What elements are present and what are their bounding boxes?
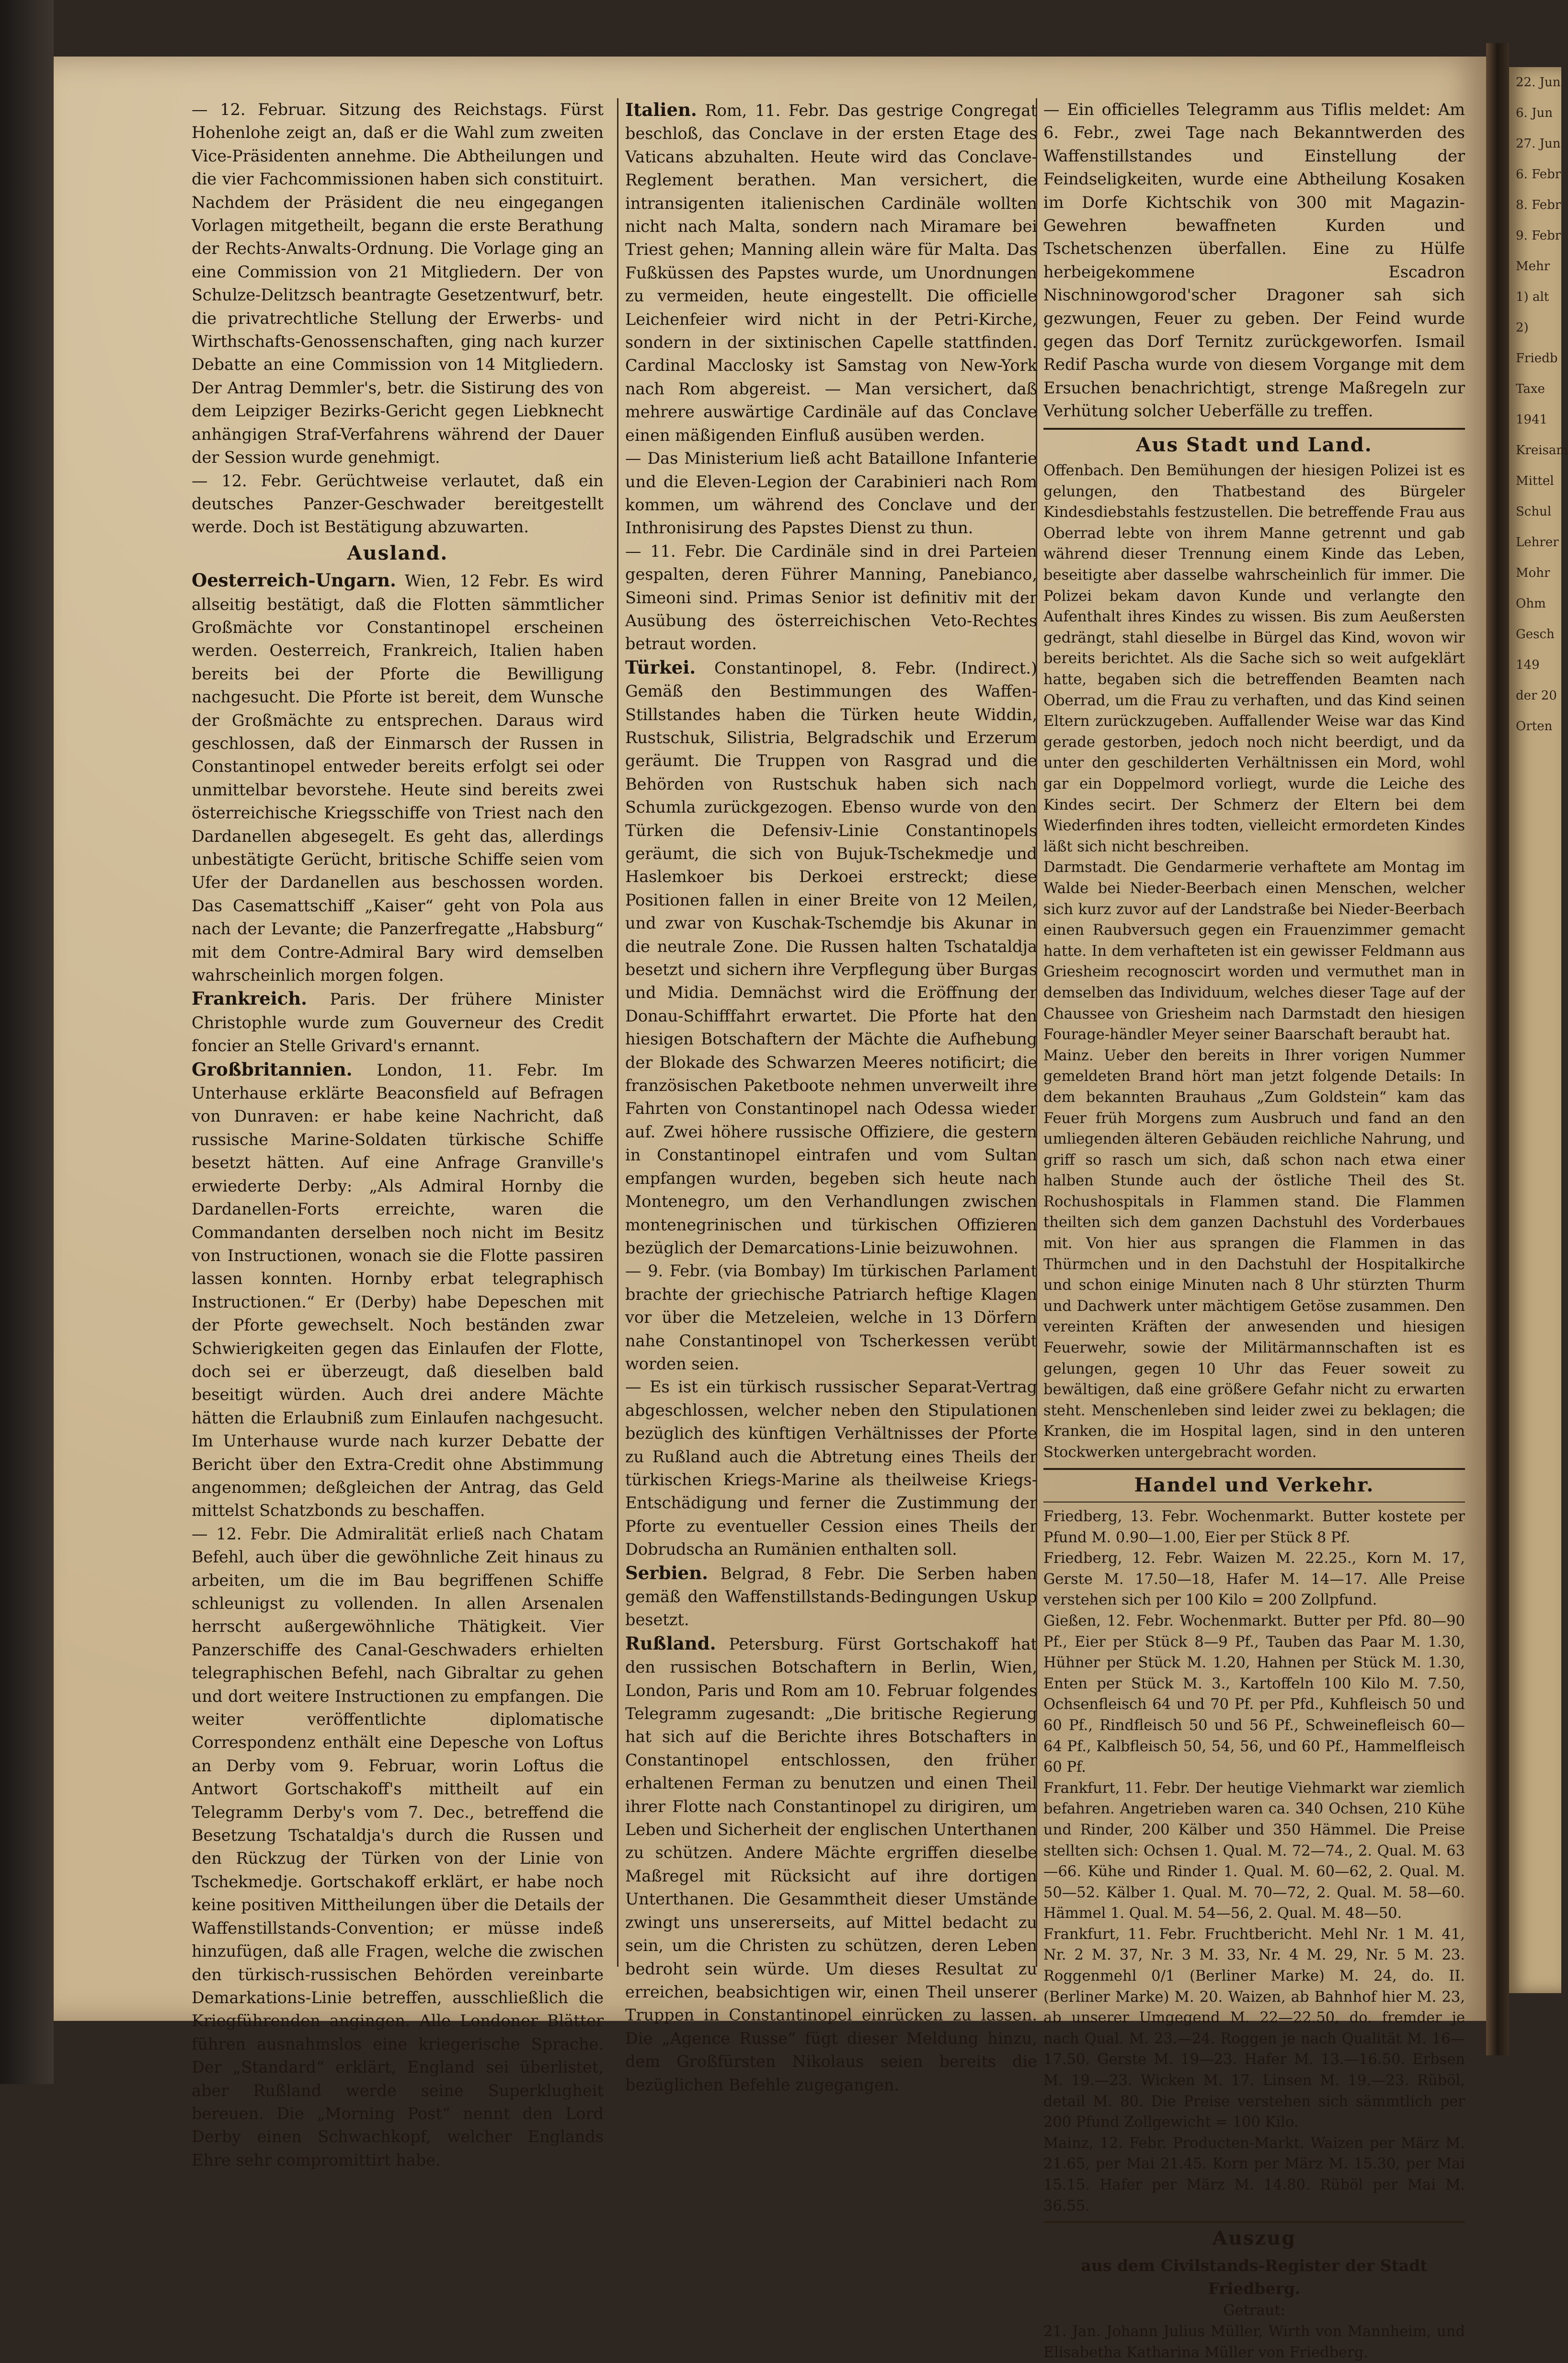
text-italien: Rom, 11. Febr. Das gestrige Congregat beschloß, das Conclave in der ersten Etage des Vaticans abzuhalten. Heute wird das Conclave-Reglement berathen. Man versichert, die intransigenten italienischen Cardinäle wollten nicht nach Malta, sondern nach Miramare bei Triest gehen; Manning allein wäre für Malta. Das Fußküssen des Papstes wurde, um Unordnungen zu vermeiden, heute eingestellt. Die officielle Leichenfeier wird nicht in der Petri-Kirche, sondern in der sixtinischen Capelle stattfinden. Cardinal Macclosky ist Samstag von New-York nach Rom abgereist. — Man versichert, daß mehrere auswärtige Cardinäle auf das Conclave einen mäßigenden Einfluß ausüben werden.	[625, 101, 1037, 445]
next-page-line: 2)	[1516, 321, 1529, 335]
next-page-line: 27. Jun	[1516, 137, 1561, 151]
next-page-line: der 20	[1516, 688, 1557, 703]
article-russland	[625, 1632, 1037, 2097]
article-frankreich	[192, 987, 604, 1057]
article-tuerkei	[625, 656, 1037, 1260]
tuerkei-paragraph-2: — 9. Febr. (via Bombay) Im türkischen Parlament brachte der griechische Patriarch heftige Klagen vor über die Metzeleien, welche in 13 Dörfern nahe Constantinopel von Tscherkessen verübt worden seien.	[625, 1262, 1037, 1373]
friedberg-market-2: Friedberg, 12. Febr. Waizen M. 22.25., Korn M. 17, Gerste M. 17.50—18, Hafer M. 14—17. Alle Preise verstehen sich per 100 Kilo = 200 Zollpfund.	[1043, 1550, 1465, 1609]
next-page-line: 1) alt	[1516, 290, 1549, 304]
next-page-line: 1941	[1516, 413, 1548, 427]
next-page-line: Ohm	[1516, 596, 1546, 611]
next-page-line: 22. Jun	[1516, 75, 1561, 90]
next-page-line: Schul	[1516, 505, 1552, 519]
heading-russland: Rußland.	[625, 1632, 716, 1654]
frankfurt-cattle: Frankfurt, 11. Febr. Der heutige Viehmarkt war ziemlich befahren. Angetrieben waren ca. 340 Ochsen, 210 Kühe und Rinder, 200 Kälber und 350 Hämmel. Die Preise stellten sich: Ochsen 1. Qual. M. 72—74., 2. Qual. M. 63—66. Kühe und Rinder 1. Qual. M. 60—62, 2. Qual. M. 50—52. Kälber 1. Qual. M. 70—72, 2. Qual. M. 58—60. Hämmel 1. Qual. M. 54—56, 2. Qual. M. 48—50.	[1043, 1779, 1465, 1922]
darmstadt-paragraph: Darmstadt. Die Gendarmerie verhaftete am Montag im Walde bei Nieder-Beerbach einen Menschen, welcher sich kurz zuvor auf der Landstraße bei Nieder-Beerbach einen Raubversuch gegen ein Frauenzimmer gemacht hatte. In dem verhafteten ist ein gewisser Feldmann aus Griesheim recognoscirt worden und vermuthet man in demselben das Individuum, welches dieser Tage auf der Chaussee von Griesheim nach Darmstadt den hiesigen Fourage-händler Meyer seiner Baarschaft beraubt hat.	[1043, 859, 1465, 1044]
panzer-paragraph: — 12. Febr. Gerüchtweise verlautet, daß ein deutsches Panzer-Geschwader bereitgestellt werde. Doch ist Bestätigung abzuwarten.	[192, 471, 604, 537]
heading-tuerkei: Türkei.	[625, 656, 696, 678]
register-entry: 21. Jan. Johann Julius Müller, Wirth von Mannheim, und Elisabetha Katharina Müller von Friedberg.	[1043, 2323, 1465, 2361]
next-page-line: Gesch	[1516, 627, 1555, 642]
heading-serbien: Serbien.	[625, 1562, 709, 1583]
article-serbien	[625, 1561, 1037, 1632]
heading-oesterreich: Oesterreich-Ungarn.	[192, 570, 396, 591]
next-page-line: 8. Febr	[1516, 198, 1561, 212]
text-frankreich: Paris. Der frühere Minister Christophle wurde zum Gouverneur des Credit foncier an Stelle Grivard's ernannt.	[192, 990, 604, 1055]
friedberg-market-1: Friedberg, 13. Febr. Wochenmarkt. Butter kostete per Pfund M. 0.90—1.00, Eier per Stück 8 Pf.	[1043, 1508, 1465, 1546]
heading-grossbritannien: Großbritannien.	[192, 1058, 353, 1080]
article-oesterreich	[192, 569, 604, 987]
section-heading-stadt-land: Aus Stadt und Land.	[1136, 433, 1373, 456]
market-reports	[1043, 1506, 1465, 2216]
next-page-fragment	[1509, 67, 1568, 1993]
admiralitaet-paragraph: — 12. Febr. Die Admiralität erließ nach Chatam Befehl, auch über die gewöhnliche Zeit hinaus zu arbeiten, um die im Bau begriffenen Schiffe schleunigst zu vollenden. In allen Arsenalen herrscht außergewöhnliche Thätigkeit. Vier Panzerschiffe des Canal-Geschwaders erhielten telegraphischen Befehl, nach Gibraltar zu gehen und dort weitere Instructionen zu empfangen. Die weiter veröffentlichte diplomatische Correspondenz enthält eine Depesche von Loftus an Derby vom 9. Februar, worin Loftus die Antwort Gortschakoff's mittheilt auf ein Telegramm Derby's vom 7. Dec., betreffend die Besetzung Tschataldja's durch die Russen und den Rückzug der Türken von der Linie von Tschekmedje. Gortschakoff erklärt, er habe noch keine positiven Mittheilungen über die Details der Waffenstillstands-Convention; er müsse indeß hinzufügen, daß alle Fragen, welche die zwischen den türkisch-russischen Behörden vereinbarte Demarkations-Linie betreffen, ausschließlich die Kriegführenden angingen. Alle Londoner Blätter führen ausnahmslos eine kriegerische Sprache. Der „Standard“ erklärt, England sei überlistet, aber Rußland werde seine Superklugheit bereuen. Die „Morning Post“ nennt den Lord Derby einen Schwachkopf, welcher Englands Ehre sehr compromittirt habe.	[192, 1524, 604, 2169]
column-3	[1043, 98, 1465, 2363]
auszug-subtitle: aus dem Civilstands-Register der Stadt Friedberg.	[1081, 2256, 1428, 2298]
section-heading-ausland: Ausland.	[347, 541, 448, 564]
article-grossbritannien	[192, 1058, 604, 1523]
next-page-line: Kreisam	[1516, 443, 1568, 458]
next-page-line: Orten	[1516, 719, 1553, 734]
text-serbien: Belgrad, 8 Febr. Die Serben haben gemäß den Waffenstillstands-Bedingungen Uskup besetzt.	[625, 1564, 1038, 1629]
next-page-line: Friedb	[1516, 351, 1558, 366]
divider	[1043, 1502, 1465, 1503]
next-page-line: 6. Jun	[1516, 106, 1553, 120]
mainz-products: Mainz, 12. Febr. Producten-Markt. Waizen per März M. 21.65, per Mai 21.45. Korn per März M. 15.30, per Mai 15.15. Hafer per März M. 14.80. Rüböl per Mai M. 36.55.	[1043, 2134, 1465, 2214]
next-page-line: 9. Febr	[1516, 229, 1561, 243]
heading-frankreich: Frankreich.	[192, 988, 308, 1009]
next-page-line: Mohr	[1516, 566, 1550, 580]
next-page-line: Mittel	[1516, 474, 1554, 488]
next-page-line: Mehr	[1516, 259, 1550, 274]
getraut-label: Getraut:	[1223, 2302, 1285, 2319]
divider	[1043, 428, 1465, 430]
mainz-paragraph: Mainz. Ueber den bereits in Ihrer vorigen Nummer gemeldeten Brand hört man jetzt folgende Details: In dem bekannten Brauhaus „Zum Goldstein“ kam das Feuer früh Morgens zum Ausbruch und fand an den umliegenden älteren Gebäuden reichliche Nahrung, und griff so rasch um sich, daß schon nach etwa einer halben Stunde auch der östliche Theil des St. Rochushospitals in Flammen stand. Die Flammen theilten sich dem ganzen Dachstuhl des Vorderbaues mit. Von hier aus sprangen die Flammen in das Thürmchen und in den Dachstuhl der Hospitalkirche und schon einige Minuten nach 8 Uhr stürzten Thurm und Dachwerk unter mächtigem Getöse zusammen. Den vereinten Kräften der anwesenden und hiesigen Feuerwehr, sowie der Militärmannschaften ist es gelungen, gegen 10 Uhr das Feuer soweit zu bewältigen, daß eine größere Gefahr nicht zu erwarten steht. Menschenleben sind leider zwei zu beklagen; die Kranken, die im Hospital lagen, sind in den unteren Stockwerken untergebracht worden.	[1043, 1047, 1465, 1461]
page-gutter	[1486, 43, 1509, 2055]
divider	[1043, 1468, 1465, 1470]
section-heading-auszug: Auszug	[1212, 2227, 1296, 2250]
column-2	[625, 98, 1037, 2097]
section-heading-handel: Handel und Verkehr.	[1134, 1473, 1374, 1496]
text-tuerkei: Constantinopel, 8. Febr. (Indirect.) Gemäß den Bestimmungen des Waffen-Stillstandes haben die Türken heute Widdin, Rustschuk, Silistria, Belgradschik und Erzerum geräumt. Die Truppen von Rasgrad und die Behörden von Rustschuk haben sich nach Schumla zurückgezogen. Ebenso wurde von den Türken die Defensiv-Linie Constantinopels geräumt, die sich von Bujuk-Tschekmedje und Haslemkoer bis Derkoei erstreckt; diese Positionen fallen in einer Breite von 12 Meilen, und zwar von Kuschak-Tschemdje bis Akunar in die neutrale Zone. Die Russen halten Tschataldja besetzt und sichern ihre Verpflegung über Burgas und Midia. Demnächst wird die Eröffnung der Donau-Schifffahrt erwartet. Die Pforte hat den hiesigen Botschaftern der Mächte die Aufhebung der Blokade des Schwarzen Meeres notificirt; die französischen Paketboote nehmen unverweilt ihre Fahrten von Constantinopel nach Odessa wieder auf. Zwei höhere russische Offiziere, die gestern in Constantinopel eintrafen und vom Sultan empfangen wurden, begeben sich heute nach Montenegro, um den Verhandlungen zwischen montenegrinischen und türkischen Offizieren bezüglich der Demarcations-Linie beizuwohnen.	[625, 658, 1037, 1257]
next-page-line: 6. Febr	[1516, 167, 1561, 182]
column-rule-1	[617, 98, 618, 1967]
italien-paragraph-2: — Das Ministerium ließ acht Bataillone Infanterie und die Eleven-Legion der Carabinieri nach Rom kommen, um während des Conclave und der Inthronisirung des Papstes Dienst zu thun.	[625, 449, 1037, 538]
next-page-line: Taxe	[1516, 382, 1545, 396]
giessen-market: Gießen, 12. Febr. Wochenmarkt. Butter per Pfd. 80—90 Pf., Eier per Stück 8—9 Pf., Tauben das Paar M. 1.30, Hühner per Stück M. 1.20, Hahnen per Stück M. 1.30, Enten per Stück M. 3., Kartoffeln 100 Kilo M. 7.50, Ochsenfleisch 64 und 70 Pf. per Pfd., Kuhfleisch 50 und 60 Pf., Rindfleisch 50 und 56 Pf., Schweinefleisch 60—64 Pf., Kalbfleisch 50, 54, 56, und 60 Pf., Hammelfleisch 60 Pf.	[1043, 1612, 1465, 1776]
article-italien	[625, 98, 1037, 447]
book-binding	[0, 0, 54, 2084]
tiflis-paragraph: — Ein officielles Telegramm aus Tiflis meldet: Am 6. Febr., zwei Tage nach Bekanntwerden des Waffenstillstandes und Einstellung der Feindseligkeiten, wurde eine Abtheilung Kosaken im Dorfe Kichtschik von 300 mit Magazin-Gewehren bewaffneten Kurden und Tschetschenzen überfallen. Eine zu Hülfe herbeigekommene Escadron Nischninowgorod'scher Dragoner sah sich gezwungen, Feuer zu geben. Der Feind wurde gegen das Dorf Ternitz zurückgeworfen. Ismail Redif Pascha wurde von diesem Vorgange mit dem Ersuchen benachrichtigt, strenge Maßregeln zur Verhütung solcher Ueberfälle zu treffen.	[1043, 100, 1465, 421]
frankfurt-grain: Frankfurt, 11. Febr. Fruchtbericht. Mehl Nr. 1 M. 41, Nr. 2 M. 37, Nr. 3 M. 33, Nr. 4 M. 29, Nr. 5 M. 23. Roggenmehl 0/1 (Berliner Marke) M. 24, do. II. (Berliner Marke) M. 20. Waizen, ab Bahnhof hier M. 23, ab unserer Umgegend M. 22—22.50, do. fremder je nach Qual. M. 23.—24. Roggen je nach Qualität M. 16—17.50. Gerste M. 19—23. Hafer M. 13.—16.50. Erbsen M. 19.—23. Wicken M. 17. Linsen M. 19.—23. Rüböl, detail M. 80. Die Preise verstehen sich sämmtlich per 200 Pfund Zollgewicht = 100 Kilo.	[1043, 1926, 1465, 2131]
heading-italien: Italien.	[625, 99, 697, 120]
text-russland: Petersburg. Fürst Gortschakoff hat den russischen Botschaftern in Berlin, Wien, London, Paris und Rom am 10. Februar folgendes Telegramm zugesandt: „Die britische Regierung hat sich auf die Berichte ihres Botschafters in Constantinopel entschlossen, den früher erhaltenen Ferman zu benutzen und einen Theil ihrer Flotte nach Constantinopel zu dirigiren, um Leben und Sicherheit der englischen Unterthanen zu schützen. Andere Mächte ergriffen dieselbe Maßregel mit Rücksicht auf ihre dortigen Unterthanen. Die Gesammtheit dieser Umstände zwingt uns unsererseits, auf Mittel bedacht zu sein, um die Christen zu schützen, deren Leben bedroht sein würde. Um dieses Resultat zu erreichen, beabsichtigen wir, einen Theil unserer Truppen in Constantinopel einrücken zu lassen. Die „Agence Russe“ fügt dieser Meldung hinzu, dem Großfürsten Nikolaus seien bereits die bezüglichen Befehle zugegangen.	[625, 1634, 1037, 2094]
column-1	[192, 98, 604, 2172]
text-oesterreich: Wien, 12 Febr. Es wird allseitig bestätigt, daß die Flotten sämmtlicher Großmächte vor Constantinopel erscheinen werden. Oesterreich, Frankreich, Italien haben bereits bei der Pforte die Bewilligung nachgesucht. Die Pforte ist bereit, dem Wunsche der Großmächte zu entsprechen. Daraus wird geschlossen, daß der Einmarsch der Russen in Constantinopel entweder bereits erfolgt sei oder unmittelbar bevorstehe. Heute sind bereits zwei österreichische Kriegsschiffe von Triest nach den Dardanellen abgesegelt. Es geht das, allerdings unbestätigte Gerücht, britische Schiffe seien vom Ufer der Dardanellen aus beschossen worden. Das Casemattschiff „Kaiser“ geht von Pola aus nach der Levante; die Panzerfregatte „Habsburg“ mit dem Contre-Admiral Bary wird demselben wahrscheinlich morgen folgen.	[192, 572, 604, 985]
next-page-line: Lehrer	[1516, 535, 1559, 550]
divider	[1043, 2221, 1465, 2223]
text-grossbritannien: London, 11. Febr. Im Unterhause erklärte Beaconsfield auf Befragen von Dunraven: er habe keine Nachricht, daß russische Marine-Soldaten türkische Schiffe besetzt hätten. Auf eine Anfrage Granville's erwiederte Derby: „Als Admiral Hornby die Dardanellen-Forts erreichte, waren die Commandanten derselben noch nicht im Besitz von Instructionen, wonach sie die Flotte passiren lassen konnten. Hornby erbat telegraphisch Instructionen.“ Er (Derby) habe Depeschen mit der Pforte gewechselt. Noch beständen zwar Schwierigkeiten gegen das Einlaufen der Flotte, doch sei er überzeugt, daß dieselben bald beseitigt würden. Auch drei andere Mächte hätten die Erlaubniß zum Einlaufen nachgesucht. Im Unterhause wurde nach kurzer Debatte der Bericht über den Extra-Credit ohne Abstimmung angenommen; deßgleichen der Antrag, das Geld mittelst Schatzbonds zu beschaffen.	[192, 1060, 604, 1520]
next-page-line: 149	[1516, 658, 1540, 672]
offenbach-paragraph: Offenbach. Den Bemühungen der hiesigen Polizei ist es gelungen, den Thatbestand des Bürgeler Kindesdiebstahls festzustellen. Die betreffende Frau aus Oberrad lebte von ihrem Manne getrennt und gab während dieser Trennung einem Kinde das Leben, beseitigte aber dasselbe wahrscheinlich für immer. Die Polizei bekam davon Kunde und verlangte den Aufenthalt ihres Kindes zu wissen. Bis zum Aeußersten gedrängt, stahl dieselbe in Bürgel das Kind, wovon wir bereits berichtet. Als die Sache sich so weit aufgeklärt hatte, begaben sich die betreffenden Beamten nach Oberrad, um die Frau zu verhaften, und das Kind seinen Eltern zurückzugeben. Auffallender Weise war das Kind gerade gestorben, jedoch noch nicht beerdigt, und da unter den geschilderten Verhältnissen ein Mord, wohl gar ein Doppelmord vorliegt, wurde die Leiche des Kindes secirt. Der Schmerz der Eltern bei dem Wiederfinden ihres todten, vielleicht ermordeten Kindes läßt sich nicht beschreiben.	[1043, 462, 1465, 855]
italien-paragraph-3: — 11. Febr. Die Cardinäle sind in drei Parteien gespalten, deren Führer Manning, Panebianco, Simeoni sind. Primas Senior ist definitiv mit der Ausübung des österreichischen Veto-Rechtes betraut worden.	[625, 541, 1037, 654]
reichstag-paragraph: — 12. Februar. Sitzung des Reichstags. Fürst Hohenlohe zeigt an, daß er die Wahl zum zweiten Vice-Präsidenten annehme. Die Abtheilungen und die vier Fachcommissionen haben sich constituirt. Nachdem der Präsident die neu eingegangen Vorlagen mitgetheilt, begann die erste Berathung der Rechts-Anwalts-Ordnung. Die Vorlage ging an eine Commission von 21 Mitgliedern. Der von Schulze-Delitzsch beantragte Gesetzentwurf, betr. die privatrechtliche Stellung der Erwerbs- und Wirthschafts-Genossenschaften, ging nach kurzer Debatte an eine Commission von 14 Mitgliedern. Der Antrag Demmler's, betr. die Sistirung des von dem Leipziger Bezirks-Gericht gegen Liebknecht anhängigen Straf-Verfahrens während der Dauer der Session wurde genehmigt.	[192, 100, 604, 467]
tuerkei-paragraph-3: — Es ist ein türkisch russischer Separat-Vertrag abgeschlossen, welcher neben den Stipulationen bezüglich des künftigen Verhältnisses der Pforte zu Rußland auch die Abtretung eines Theils der türkischen Kriegs-Marine als theilweise Kriegs-Entschädigung und ferner die Zustimmung der Pforte zu eventueller Cession eines Theils der Dobrudscha an Rumänien enthalten soll.	[625, 1377, 1037, 1559]
local-news	[1043, 460, 1465, 1463]
